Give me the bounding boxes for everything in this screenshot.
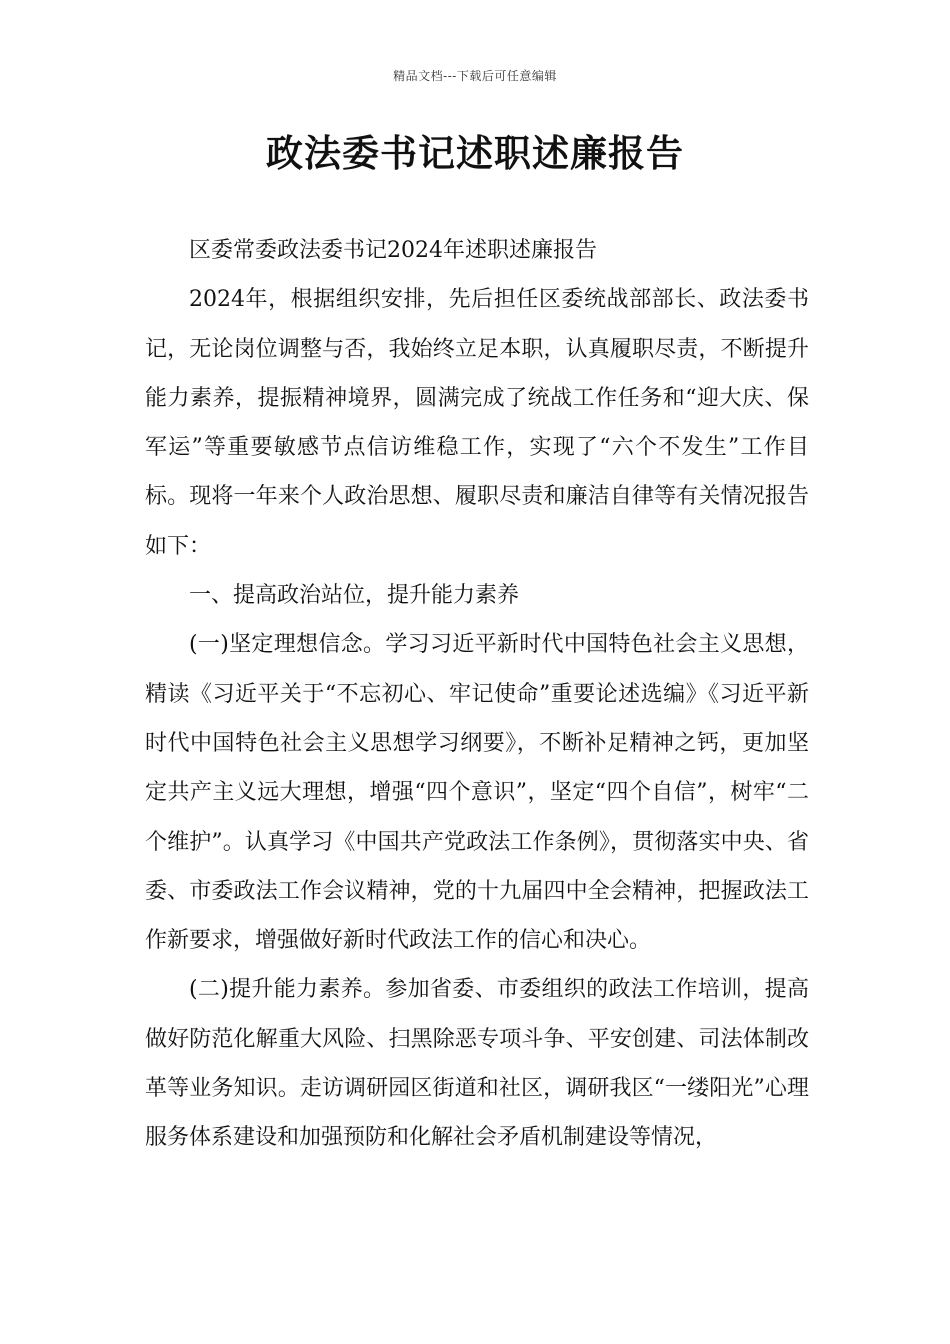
body-paragraph: (一)坚定理想信念。学习习近平新时代中国特色社会主义思想，精读《习近平关于“不忘初心、牢记使命”重要论述选编》《习近平新时代中国特色社会主义思想学习纲要》，不断补足精神之钙，更加坚定共产主义远大理想，增强“四个意识”，坚定“四个自信”，树牢“二个维护”。认真学习《中国共产党政法工作条例》，贯彻落实中央、省委、市委政法工作会议精神，党的十九届四中全会精神，把握政法工作新要求，增强做好新时代政法工作的信心和决心。 bbox=[145, 632, 809, 954]
subtitle-paragraph: 区委常委政法委书记2024年述职述廉报告 bbox=[189, 238, 597, 263]
section-heading: 一、提高政治站位，提升能力素养 bbox=[189, 583, 520, 609]
document-body bbox=[145, 226, 809, 1163]
intro-paragraph: 2024年，根据组织安排，先后担任区委统战部部长、政法委书记，无论岗位调整与否，我始终立足本职，认真履职尽责，不断提升能力素养，提振精神境界，圆满完成了统战工作任务和“迎大庆、保军运”等重要敏感节点信访维稳工作，实现了“六个不发生”工作目标。现将一年来个人政治思想、履职尽责和廉洁自律等有关情况报告如下： bbox=[145, 287, 809, 559]
header-note: 精品文档---下载后可任意编辑 bbox=[393, 69, 557, 83]
body-paragraph: (二)提升能力素养。参加省委、市委组织的政法工作培训，提高做好防范化解重大风险、扫黑除恶专项斗争、平安创建、司法体制改革等业务知识。走访调研园区街道和社区，调研我区“一缕阳光”心理服务体系建设和加强预防和化解社会矛盾机制建设等情况， bbox=[145, 977, 809, 1151]
document-title: 政法委书记述职述廉报告 bbox=[266, 131, 684, 175]
